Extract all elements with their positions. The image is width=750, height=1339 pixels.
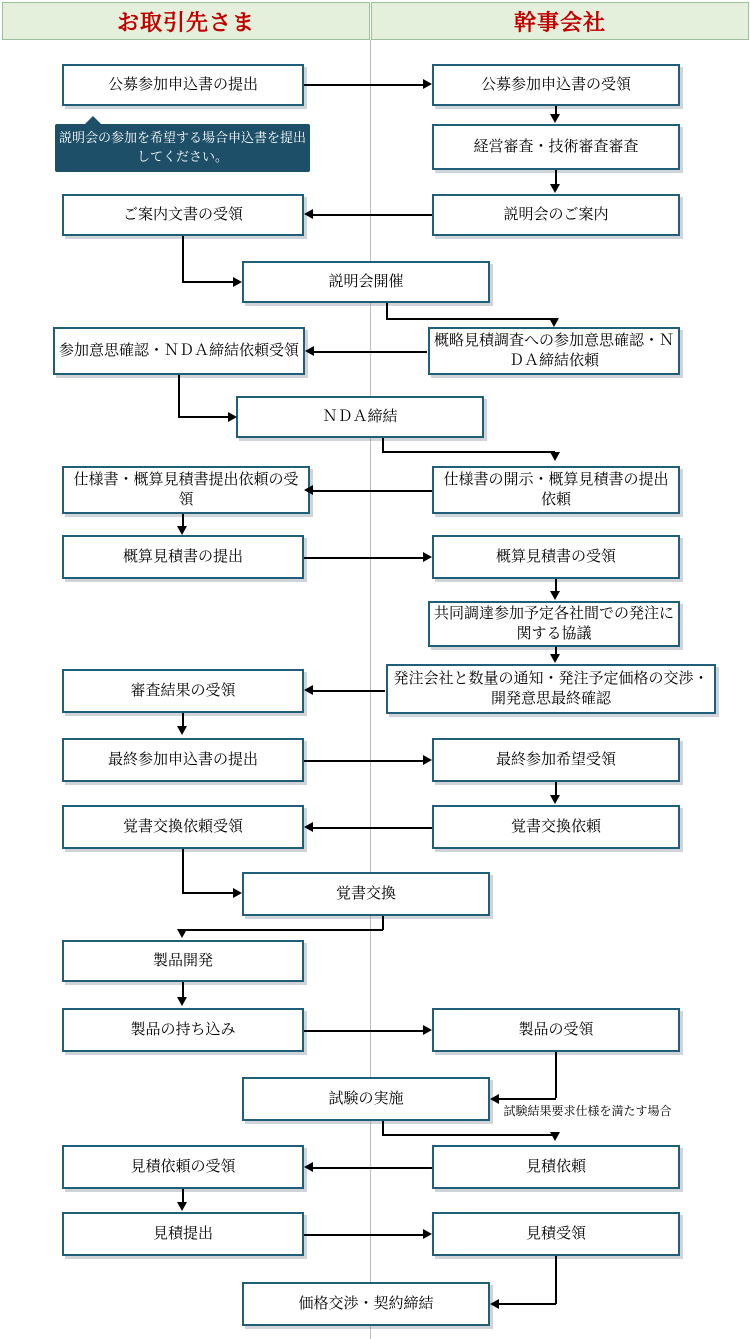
arrowhead-r9-r10 <box>550 795 560 804</box>
connector-r13-c5-vertical <box>555 1256 557 1304</box>
process-box-left-3: 参加意思確認・ＮＤＡ締結依頼受領 <box>53 327 305 375</box>
connector-r4-l3 <box>314 351 427 353</box>
process-box-right-6: 概算見積書の受領 <box>432 535 680 579</box>
process-box-right-3: 説明会のご案内 <box>432 194 680 236</box>
process-box-right-1: 公募参加申込書の受領 <box>432 64 680 106</box>
arrowhead-l1-r1 <box>423 79 432 89</box>
connector-r11-c4-vertical <box>555 1052 557 1098</box>
connector-c2-r5-horizontal <box>382 451 555 453</box>
process-box-left-7: 最終参加申込書の提出 <box>62 738 304 782</box>
process-box-right-4: 概略見積調査への参加意思確認・ＮＤＡ締結依頼 <box>428 327 680 375</box>
connector-r5-l4 <box>313 490 432 492</box>
arrowhead-c3-l9 <box>177 929 187 938</box>
arrowhead-r10-l8 <box>304 822 313 832</box>
process-box-left-11: 見積依頼の受領 <box>62 1145 304 1189</box>
connector-l8-c3-horizontal <box>182 892 233 894</box>
process-box-left-12: 見積提出 <box>62 1212 304 1256</box>
process-box-center-3: 覚書交換 <box>242 872 490 916</box>
column-header-organizer: 幹事会社 <box>371 2 749 40</box>
arrowhead-c2-r5 <box>550 452 560 461</box>
connector-c1-r4-horizontal <box>386 318 554 320</box>
connector-c1-r4-vertical <box>386 303 388 319</box>
process-box-right-9: 最終参加希望受領 <box>432 738 680 782</box>
connector-l6-l7 <box>182 713 184 727</box>
connector-l5-r6 <box>304 557 423 559</box>
process-box-left-2: ご案内文書の受領 <box>62 194 304 236</box>
arrowhead-r7-r8 <box>550 654 560 663</box>
arrowhead-r4-l3 <box>305 346 314 356</box>
connector-r2-r3 <box>555 170 557 185</box>
arrowhead-l12-r13 <box>423 1229 432 1239</box>
arrowhead-r12-l11 <box>304 1162 313 1172</box>
connector-r8-l6 <box>313 690 385 692</box>
connector-c3-l9-vertical1 <box>382 916 384 930</box>
process-box-left-6: 審査結果の受領 <box>62 669 304 713</box>
arrowhead-r13-c5 <box>490 1299 499 1309</box>
arrowhead-r3-l2 <box>304 209 313 219</box>
connector-l2-c1-vertical <box>182 236 184 282</box>
connector-r13-c5-horizontal <box>499 1303 556 1305</box>
arrowhead-l5-r6 <box>423 552 432 562</box>
connector-r9-r10 <box>555 782 557 796</box>
connector-l4-l5 <box>182 514 184 526</box>
arrowhead-r8-l6 <box>304 685 313 695</box>
process-box-left-4: 仕様書・概算見積書提出依頼の受領 <box>62 466 310 514</box>
arrowhead-l6-l7 <box>177 726 187 735</box>
arrowhead-c4-r12 <box>550 1132 560 1141</box>
process-box-center-1: 説明会開催 <box>242 261 490 303</box>
connector-l2-c1-horizontal <box>182 281 233 283</box>
connector-l3-c2-horizontal <box>178 416 228 418</box>
connector-c2-r5-vertical <box>382 438 384 452</box>
connector-l7-r9 <box>304 760 423 762</box>
arrowhead-l11-l12 <box>177 1202 187 1211</box>
process-box-left-10: 製品の持ち込み <box>62 1008 304 1052</box>
connector-r10-l8 <box>313 827 432 829</box>
process-box-right-13: 見積受領 <box>432 1212 680 1256</box>
arrowhead-l9-l10 <box>177 997 187 1006</box>
process-box-left-9: 製品開発 <box>62 940 304 982</box>
condition-note: 試験結果要求仕様を満たす場合 <box>503 1104 672 1118</box>
arrowhead-r2-r3 <box>550 184 560 193</box>
process-box-right-2: 経営審査・技術審査審査 <box>432 124 680 170</box>
connector-l3-c2-vertical <box>178 375 180 417</box>
process-box-right-12: 見積依頼 <box>432 1145 680 1189</box>
connector-c4-r12-vertical <box>382 1121 384 1135</box>
connector-l11-l12 <box>182 1189 184 1203</box>
connector-c4-r12-horizontal <box>382 1134 555 1136</box>
arrowhead-l2-c1 <box>233 277 242 287</box>
arrowhead-l7-r9 <box>423 755 432 765</box>
process-box-right-8: 発注会社と数量の通知・発注予定価格の交渉・開発意思最終確認 <box>386 664 716 714</box>
connector-c3-l9-horizontal <box>182 929 383 931</box>
process-box-right-10: 覚書交換依頼 <box>432 805 680 849</box>
process-box-left-1: 公募参加申込書の提出 <box>62 64 304 106</box>
arrowhead-l3-c2 <box>228 412 237 422</box>
process-box-right-7: 共同調達参加予定各社間での発注に関する協議 <box>428 601 680 647</box>
arrowhead-r1-r2 <box>550 114 560 123</box>
arrowhead-l4-l5 <box>177 526 187 535</box>
connector-r11-c4-horizontal <box>499 1098 556 1100</box>
arrowhead-r11-c4 <box>490 1094 499 1104</box>
process-box-center-4: 試験の実施 <box>242 1077 490 1121</box>
connector-r3-l2 <box>313 214 432 216</box>
callout-tail <box>84 116 102 125</box>
arrowhead-l10-r11 <box>423 1025 432 1035</box>
process-box-center-2: ＮＤＡ締結 <box>236 396 484 438</box>
column-header-supplier: お取引先さま <box>2 2 370 40</box>
process-box-left-8: 覚書交換依頼受領 <box>62 805 304 849</box>
arrowhead-r5-l4 <box>304 485 313 495</box>
process-box-right-11: 製品の受領 <box>432 1008 680 1052</box>
connector-r12-l11 <box>313 1167 432 1169</box>
arrowhead-l8-c3 <box>233 888 242 898</box>
arrowhead-c1-r4 <box>549 318 559 327</box>
process-box-center-5: 価格交渉・契約締結 <box>242 1282 490 1326</box>
connector-l1-r1 <box>304 84 423 86</box>
connector-l8-c3-vertical <box>182 849 184 893</box>
process-box-right-5: 仕様書の開示・概算見積書の提出依頼 <box>432 466 680 514</box>
process-box-left-5: 概算見積書の提出 <box>62 535 304 579</box>
arrowhead-r6-r7 <box>550 591 560 600</box>
callout-note: 説明会の参加を希望する場合申込書を提出してください。 <box>55 124 310 172</box>
connector-l10-r11 <box>304 1030 423 1032</box>
connector-l12-r13 <box>304 1234 423 1236</box>
